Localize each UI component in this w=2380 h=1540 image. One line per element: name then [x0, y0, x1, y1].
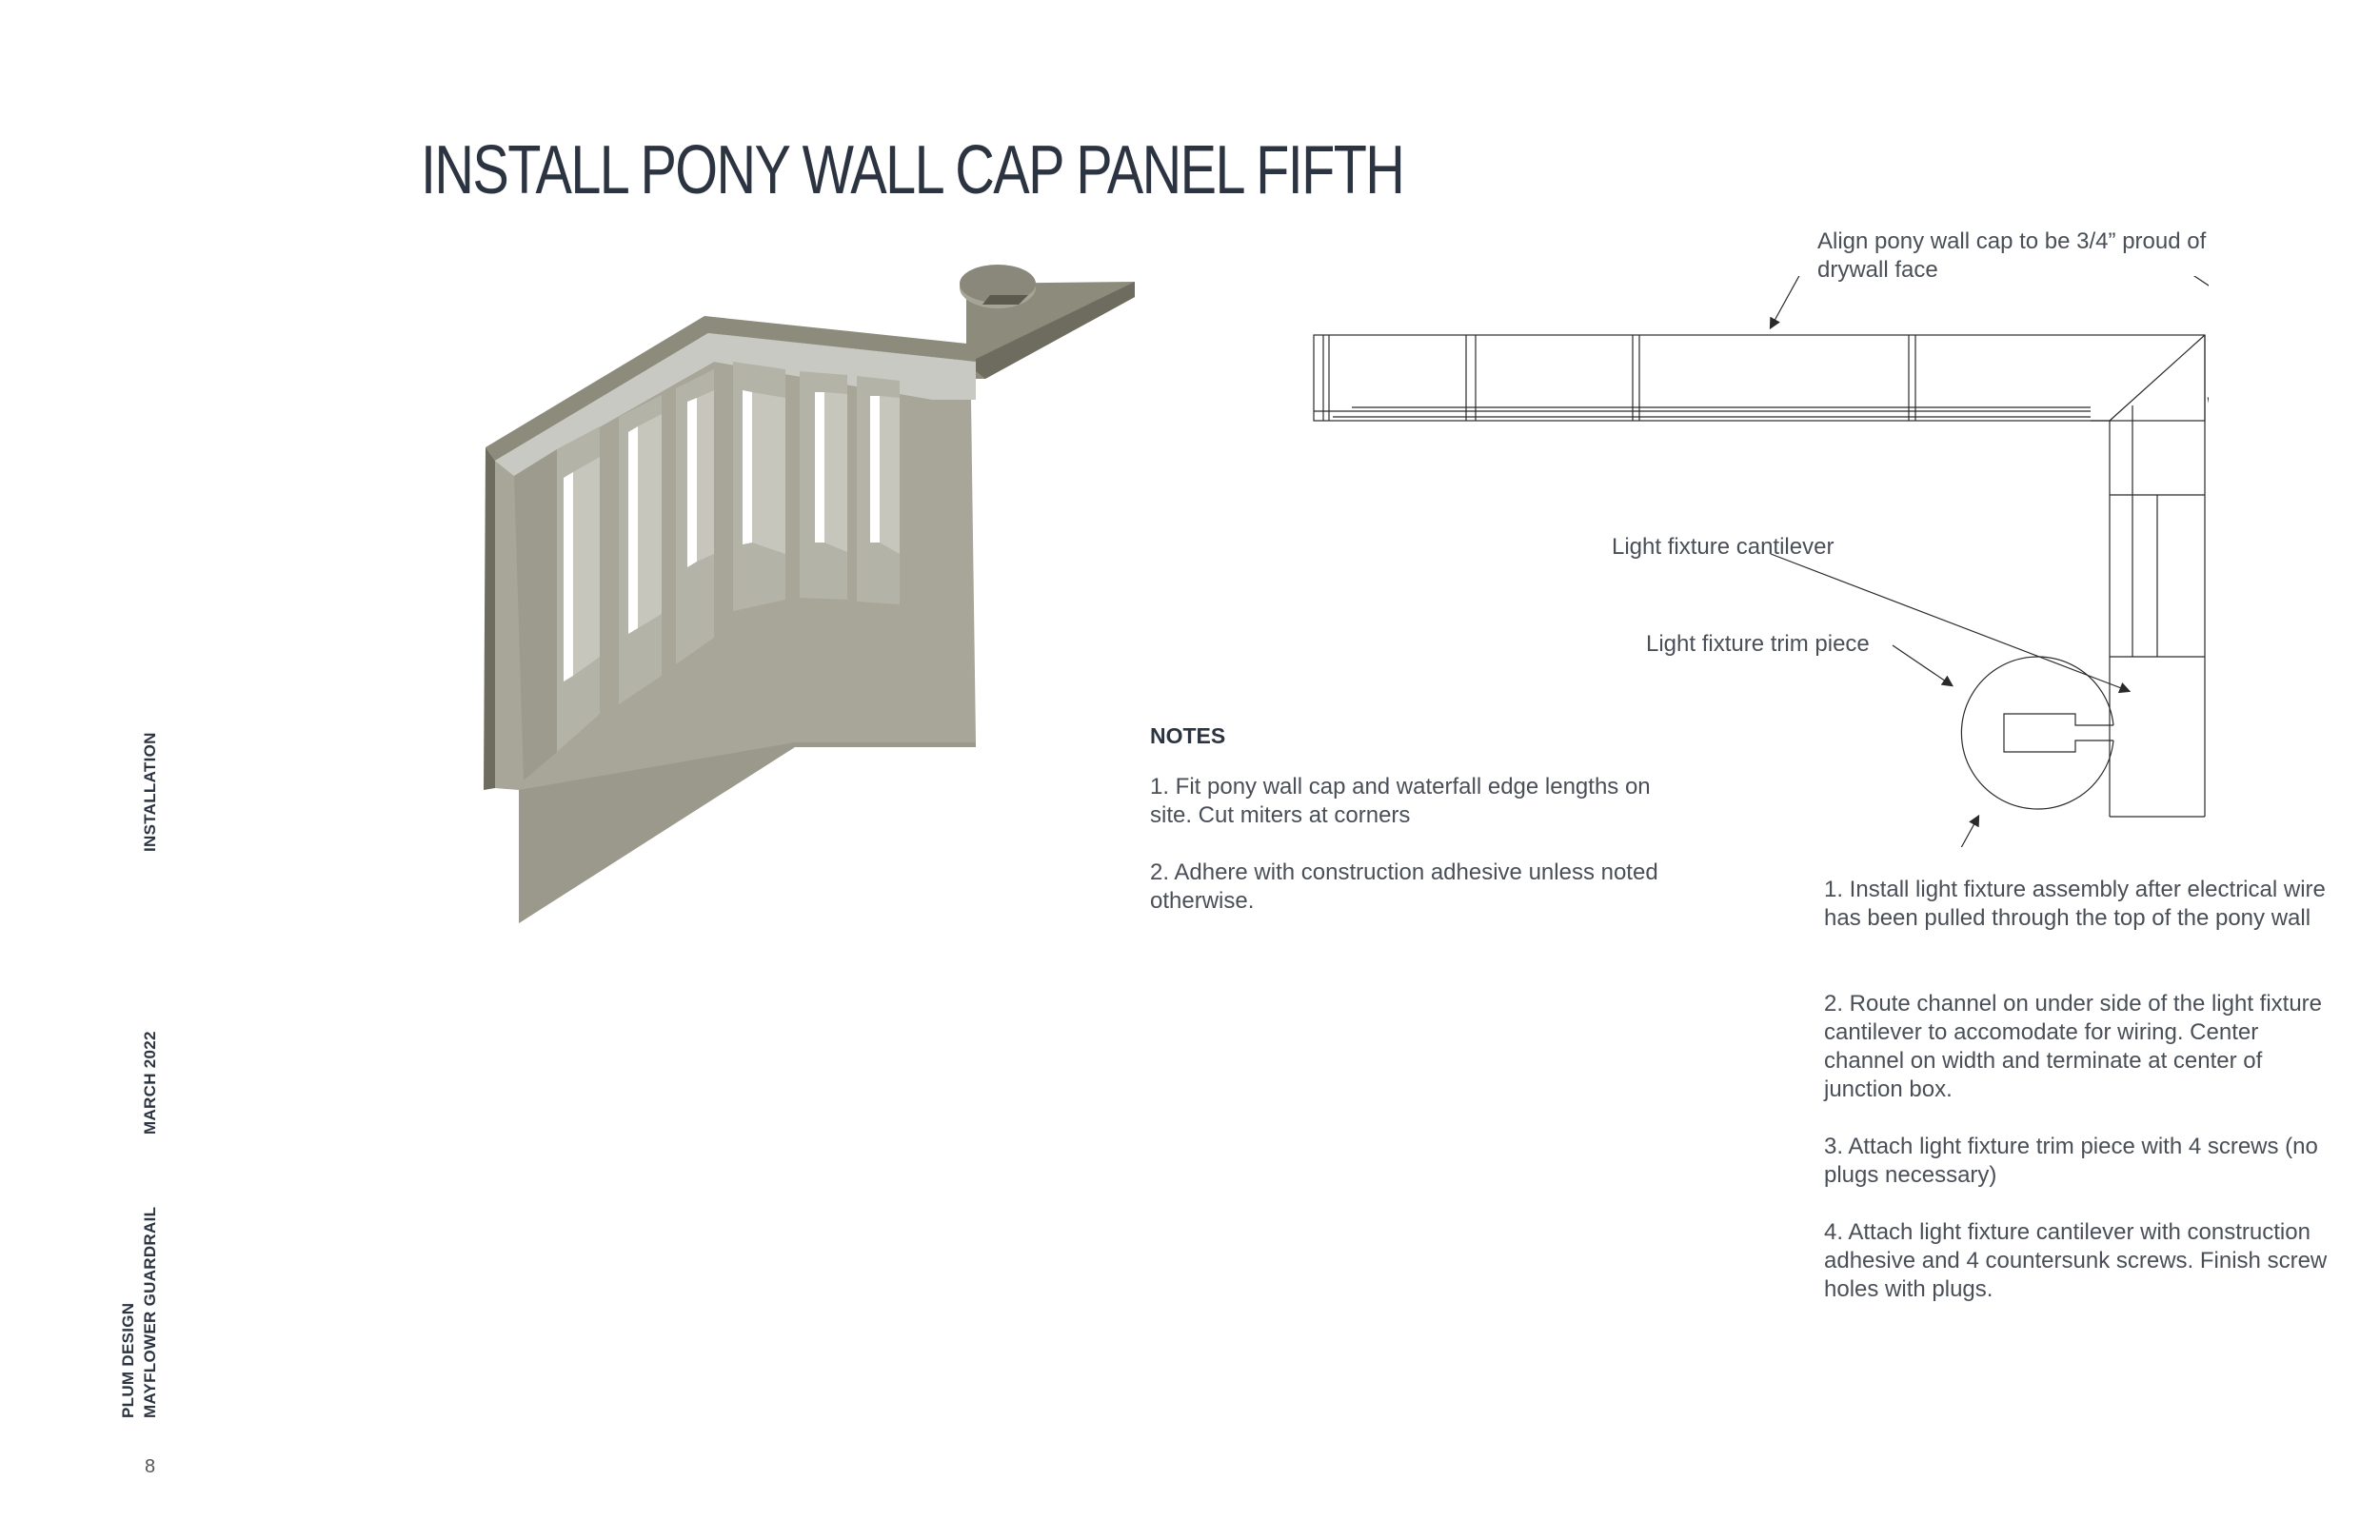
sidebar-project-label: MAYFLOWER GUARDRAIL	[141, 1206, 159, 1418]
fixture-note-item: 2. Route channel on under side of the light fixture cantilever to accomodate for wiring. Center channel on width and terminate at center of junction box.	[1824, 991, 2323, 1102]
pony-wall-isometric-drawing	[457, 257, 1142, 942]
notes-heading: NOTES	[1150, 723, 1226, 748]
sidebar-section-label: INSTALLATION	[141, 732, 159, 852]
fixture-note-item: 4. Attach light fixture cantilever with construction adhesive and 4 countersunk screws. Finish screw holes with plugs.	[1824, 1219, 2328, 1302]
callout-light-fixture-cantilever: Light fixture cantilever	[1612, 534, 1835, 560]
sidebar-date-label: MARCH 2022	[141, 1031, 159, 1135]
note-item: 2. Adhere with construction adhesive unless noted otherwise.	[1150, 859, 1658, 914]
page-title: INSTALL PONY WALL CAP PANEL FIFTH	[421, 132, 1404, 208]
note-item: 1. Fit pony wall cap and waterfall edge lengths on site. Cut miters at corners	[1150, 774, 1651, 828]
sidebar-company-label: PLUM DESIGN	[119, 1302, 137, 1418]
callout-light-fixture-trim: Light fixture trim piece	[1646, 631, 1870, 657]
pony-wall-plan-drawing	[1295, 276, 2209, 847]
callout-align-cap: Align pony wall cap to be 3/4” proud of drywall face	[1817, 228, 2207, 283]
fixture-note-item: 1. Install light fixture assembly after electrical wire has been pulled through the top of the pony wall	[1824, 877, 2326, 931]
page-number: 8	[145, 1456, 156, 1477]
fixture-note-item: 3. Attach light fixture trim piece with 4 screws (no plugs necessary)	[1824, 1134, 2318, 1188]
